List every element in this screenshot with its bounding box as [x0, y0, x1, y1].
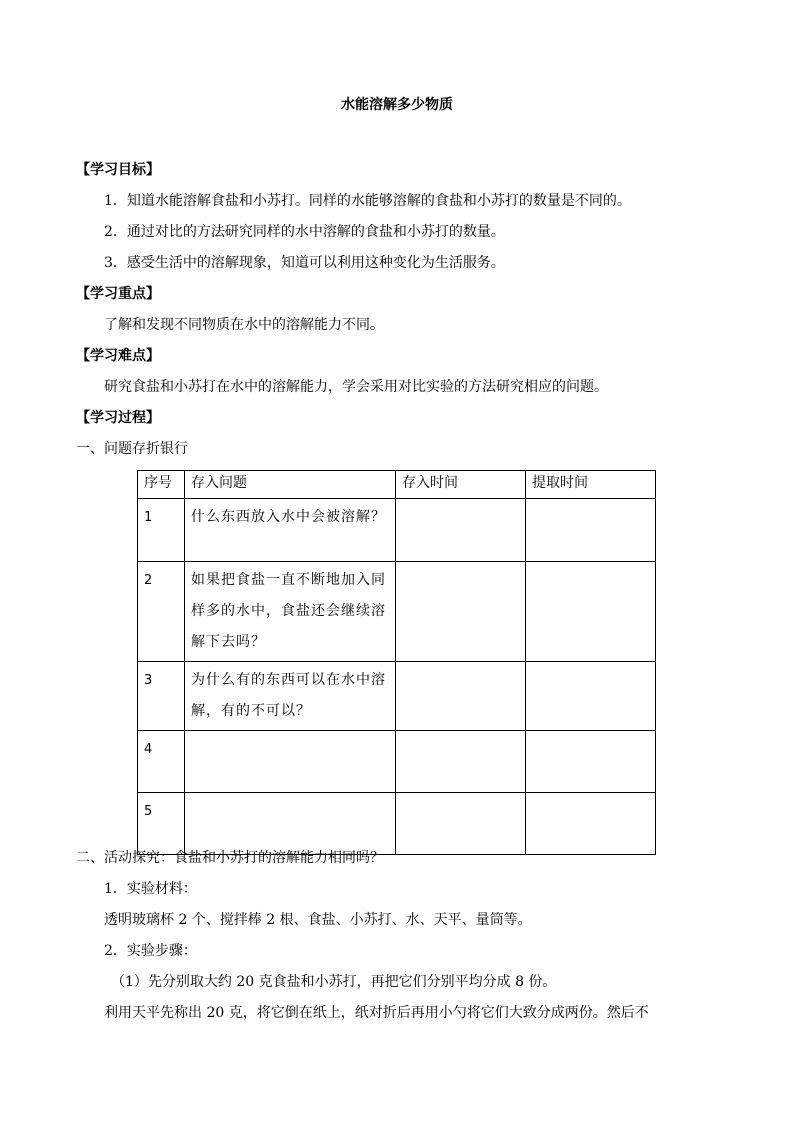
row-deposit-time [396, 731, 526, 793]
keypoints-heading: 【学习重点】 [76, 286, 160, 302]
row-withdraw-time [526, 562, 656, 662]
page-title: 水能溶解多少物质 [341, 97, 453, 113]
objectives-heading: 【学习目标】 [76, 162, 160, 178]
row-number: 4 [138, 731, 185, 793]
table-row [138, 793, 656, 855]
row-withdraw-time [526, 731, 656, 793]
row-question: 什么东西放入水中会被溶解？ [185, 499, 396, 562]
row-question: 为什么有的东西可以在水中溶解，有的不可以？ [185, 662, 396, 731]
step-1-detail: 利用天平先称出 20 克，将它倒在纸上，纸对折后再用小勺将它们大致分成两份。然后不 [104, 1005, 649, 1021]
row-withdraw-time [526, 793, 656, 855]
difficulties-text: 研究食盐和小苏打在水中的溶解能力，学会采用对比实验的方法研究相应的问题。 [104, 379, 608, 395]
part2-title: 二、活动探究：食盐和小苏打的溶解能力相同吗？ [76, 850, 384, 866]
header-cell: 序号 [138, 471, 185, 499]
table-row [138, 499, 656, 562]
process-heading: 【学习过程】 [76, 410, 160, 426]
materials-label: 1．实验材料： [104, 881, 197, 897]
row-number: 1 [138, 499, 185, 562]
table-row [138, 662, 656, 731]
row-number: 5 [138, 793, 185, 855]
step-1: （1）先分别取大约 20 克食盐和小苏打，再把它们分别平均分成 8 份。 [111, 974, 557, 990]
row-number: 3 [138, 662, 185, 731]
row-withdraw-time [526, 662, 656, 731]
question-bank-table [137, 470, 656, 855]
row-deposit-time [396, 793, 526, 855]
table-row [138, 731, 656, 793]
materials-text: 透明玻璃杯 2 个、搅拌棒 2 根、食盐、小苏打、水、天平、量筒等。 [104, 912, 532, 928]
header-cell: 提取时间 [526, 471, 656, 499]
row-question [185, 731, 396, 793]
row-deposit-time [396, 662, 526, 731]
row-deposit-time [396, 499, 526, 562]
objective-item: 2．通过对比的方法研究同样的水中溶解的食盐和小苏打的数量。 [104, 224, 505, 240]
objective-item: 1．知道水能溶解食盐和小苏打。同样的水能够溶解的食盐和小苏打的数量是不同的。 [104, 193, 631, 209]
header-cell: 存入问题 [185, 471, 396, 499]
table-row [138, 562, 656, 662]
difficulties-heading: 【学习难点】 [76, 348, 160, 364]
row-withdraw-time [526, 499, 656, 562]
part1-title: 一、问题存折银行 [76, 441, 188, 457]
row-question: 如果把食盐一直不断地加入同样多的水中，食盐还会继续溶解下去吗？ [185, 562, 396, 662]
objective-item: 3．感受生活中的溶解现象，知道可以利用这种变化为生活服务。 [104, 255, 505, 271]
header-cell: 存入时间 [396, 471, 526, 499]
row-deposit-time [396, 562, 526, 662]
table-header-row [138, 471, 656, 499]
keypoints-text: 了解和发现不同物质在水中的溶解能力不同。 [104, 317, 384, 333]
steps-label: 2．实验步骤： [104, 943, 197, 959]
row-number: 2 [138, 562, 185, 662]
row-question [185, 793, 396, 855]
